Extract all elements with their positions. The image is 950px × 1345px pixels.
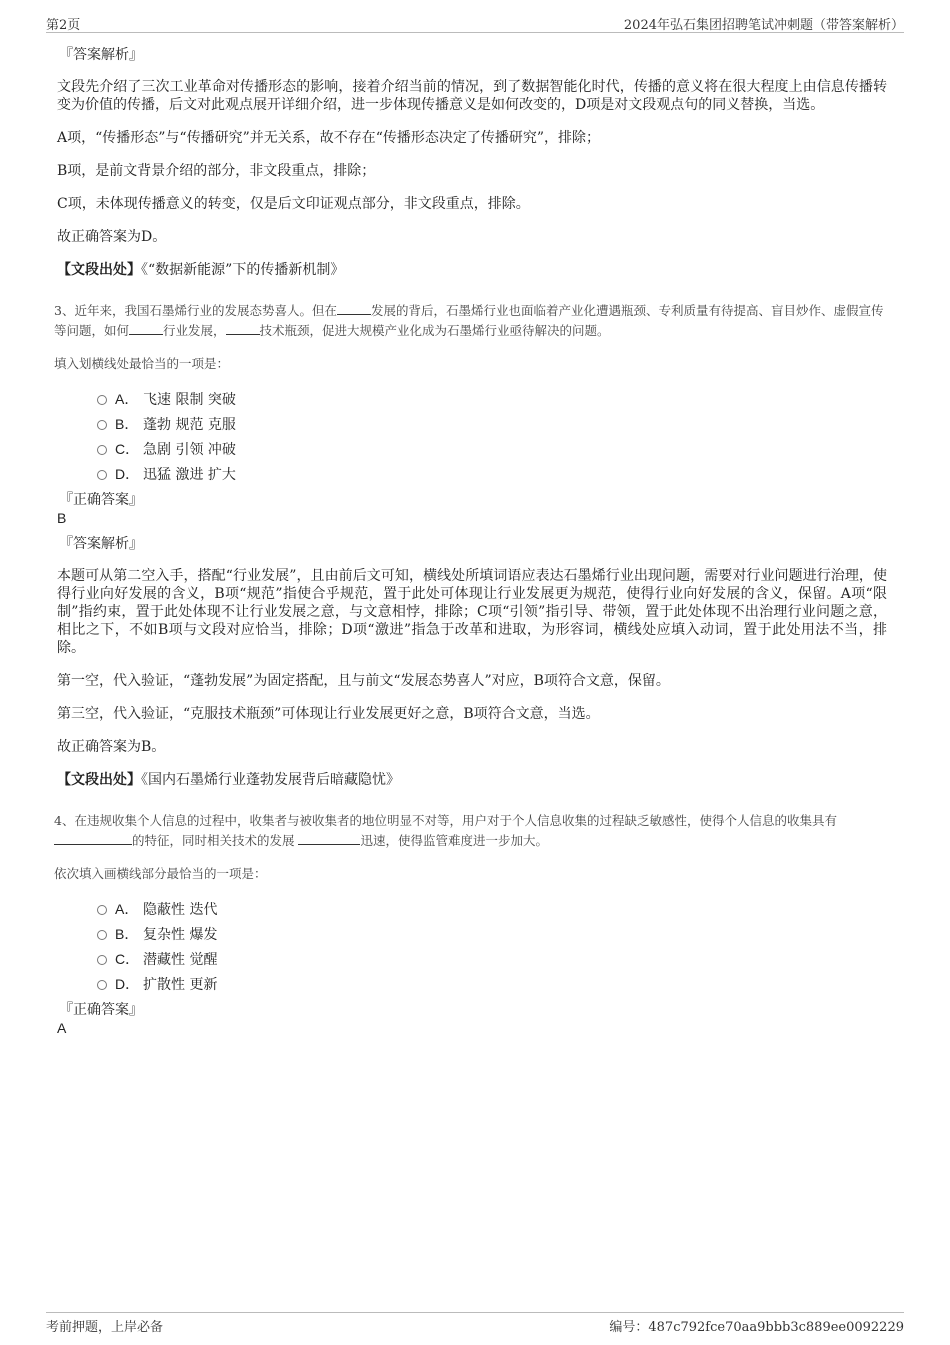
document-serial: 编号：487c792fce70aa9bbb3c889ee0092229 [609, 1320, 904, 1335]
analysis-paragraph: 文段先介绍了三次工业革命对传播形态的影响，接着介绍当前的情况，到了数据智能化时代，传播的意义将在很大程度上由信息传播转变为价值的传播，后文对此观点展开详细介绍，进一步体现传播意义是如何改变的，D项是对文段观点句的同义替换，当选。 [57, 79, 887, 113]
source-tag: 【文段出处】 [57, 262, 141, 278]
option-letter: D． [115, 466, 140, 482]
option-letter: A． [115, 901, 139, 917]
option-d[interactable] [97, 462, 887, 487]
correct-answer-label: 『正确答案』 [59, 1002, 143, 1018]
option-letter: B． [115, 416, 139, 432]
question-text: 4、在违规收集个人信息的过程中，收集者与被收集者的地位明显不对等，用户对于个人信息收集的过程缺乏敏感性，使得个人信息的收集具有 [54, 813, 837, 828]
fill-blank [298, 831, 360, 845]
source-title: 《“数据新能源”下的传播新机制》 [141, 262, 345, 278]
page-content [54, 46, 887, 1045]
analysis-paragraph: 本题可从第二空入手，搭配“行业发展”，且由前后文可知，横线处所填词语应表达石墨烯行业出现问题，需要对行业问题进行治理，使得行业向好发展的含义，B项“规范”指使合乎规范，置于此处可体现让行业发展更为规范，使得行业向好发展的含义，保留。A项“限制”指约束，置于此处体现不让行业发展之意，与文意相悖，排除；C项“引领”指引导、带领，置于此处体现不出治理行业问题之意，相比之下，不如B项与文段对应恰当，排除；D项“激进”指急于改革和进取，为形容词，横线处应填入动词，置于此处用法不当，排除。 [57, 568, 887, 656]
radio-icon[interactable] [97, 980, 107, 990]
question-4-stem [54, 811, 887, 851]
option-letter: C． [115, 951, 140, 967]
question-4-prompt: 依次填入画横线部分最恰当的一项是： [54, 866, 267, 881]
source-tag: 【文段出处】 [57, 772, 141, 788]
analysis-paragraph: C项，未体现传播意义的转变，仅是后文印证观点部分，非文段重点，排除。 [57, 196, 530, 212]
radio-icon[interactable] [97, 470, 107, 480]
question-3-prompt: 填入划横线处最恰当的一项是： [54, 356, 230, 371]
page-header [46, 12, 904, 33]
option-a[interactable] [97, 387, 887, 412]
radio-icon[interactable] [97, 955, 107, 965]
option-text: 蓬勃 规范 克服 [143, 417, 236, 433]
page-number: 第2页 [46, 18, 81, 33]
option-letter: D． [115, 976, 140, 992]
question-4-options [97, 897, 887, 997]
correct-answer: B [57, 510, 67, 526]
option-c[interactable] [97, 437, 887, 462]
document-title: 2024年弘石集团招聘笔试冲刺题（带答案解析） [623, 18, 904, 33]
radio-icon[interactable] [97, 905, 107, 915]
correct-answer: A [57, 1020, 67, 1036]
fill-blank [226, 321, 260, 335]
passage-source [57, 261, 887, 279]
option-b[interactable] [97, 922, 887, 947]
option-letter: A． [115, 391, 139, 407]
footer-slogan: 考前押题，上岸必备 [46, 1320, 164, 1335]
radio-icon[interactable] [97, 445, 107, 455]
analysis-paragraph: 故正确答案为B。 [57, 739, 166, 755]
option-text: 急剧 引领 冲破 [143, 442, 236, 458]
analysis-paragraph: A项，“传播形态”与“传播研究”并无关系，故不存在“传播形态决定了传播研究”，排除； [57, 130, 601, 146]
radio-icon[interactable] [97, 395, 107, 405]
option-text: 扩散性 更新 [143, 977, 218, 993]
question-text: 的特征，同时相关技术的发展 [132, 833, 299, 848]
radio-icon[interactable] [97, 420, 107, 430]
analysis-paragraph: 故正确答案为D。 [57, 229, 167, 245]
question-text: 3、近年来，我国石墨烯行业的发展态势喜人。但在 [54, 303, 337, 318]
option-c[interactable] [97, 947, 887, 972]
option-text: 复杂性 爆发 [143, 927, 218, 943]
passage-source [57, 771, 887, 789]
fill-blank [337, 301, 371, 315]
question-text: 迅速，使得监管难度进一步加大。 [360, 833, 548, 848]
radio-icon[interactable] [97, 930, 107, 940]
option-d[interactable] [97, 972, 887, 997]
analysis-label: 『答案解析』 [59, 536, 143, 552]
question-text: 行业发展， [163, 323, 226, 338]
fill-blank [54, 831, 132, 845]
option-b[interactable] [97, 412, 887, 437]
correct-answer-label: 『正确答案』 [59, 492, 143, 508]
option-text: 潜藏性 觉醒 [143, 952, 218, 968]
option-a[interactable] [97, 897, 887, 922]
question-3-options [97, 387, 887, 487]
analysis-label: 『答案解析』 [59, 47, 143, 63]
question-text: 发展的背后，石墨烯行业也面临着产业化遭遇瓶颈、专利质量有待提高、盲目炒作、虚假宣传等问题，如何 [54, 303, 884, 338]
source-title: 《国内石墨烯行业蓬勃发展背后暗藏隐忧》 [141, 772, 400, 788]
option-letter: C． [115, 441, 140, 457]
option-text: 隐蔽性 迭代 [143, 902, 218, 918]
page-footer [46, 1312, 904, 1335]
option-text: 飞速 限制 突破 [143, 392, 236, 408]
option-text: 迅猛 激进 扩大 [143, 467, 236, 483]
option-letter: B． [115, 926, 139, 942]
analysis-paragraph: 第三空，代入验证，“克服技术瓶颈”可体现让行业发展更好之意，B项符合文意，当选。 [57, 706, 600, 722]
fill-blank [129, 321, 163, 335]
question-3-stem [54, 301, 887, 341]
question-text: 技术瓶颈，促进大规模产业化成为石墨烯行业亟待解决的问题。 [259, 323, 610, 338]
analysis-paragraph: B项，是前文背景介绍的部分，非文段重点，排除； [57, 163, 376, 179]
analysis-paragraph: 第一空，代入验证，“蓬勃发展”为固定搭配，且与前文“发展态势喜人”对应，B项符合文意，保留。 [57, 673, 670, 689]
